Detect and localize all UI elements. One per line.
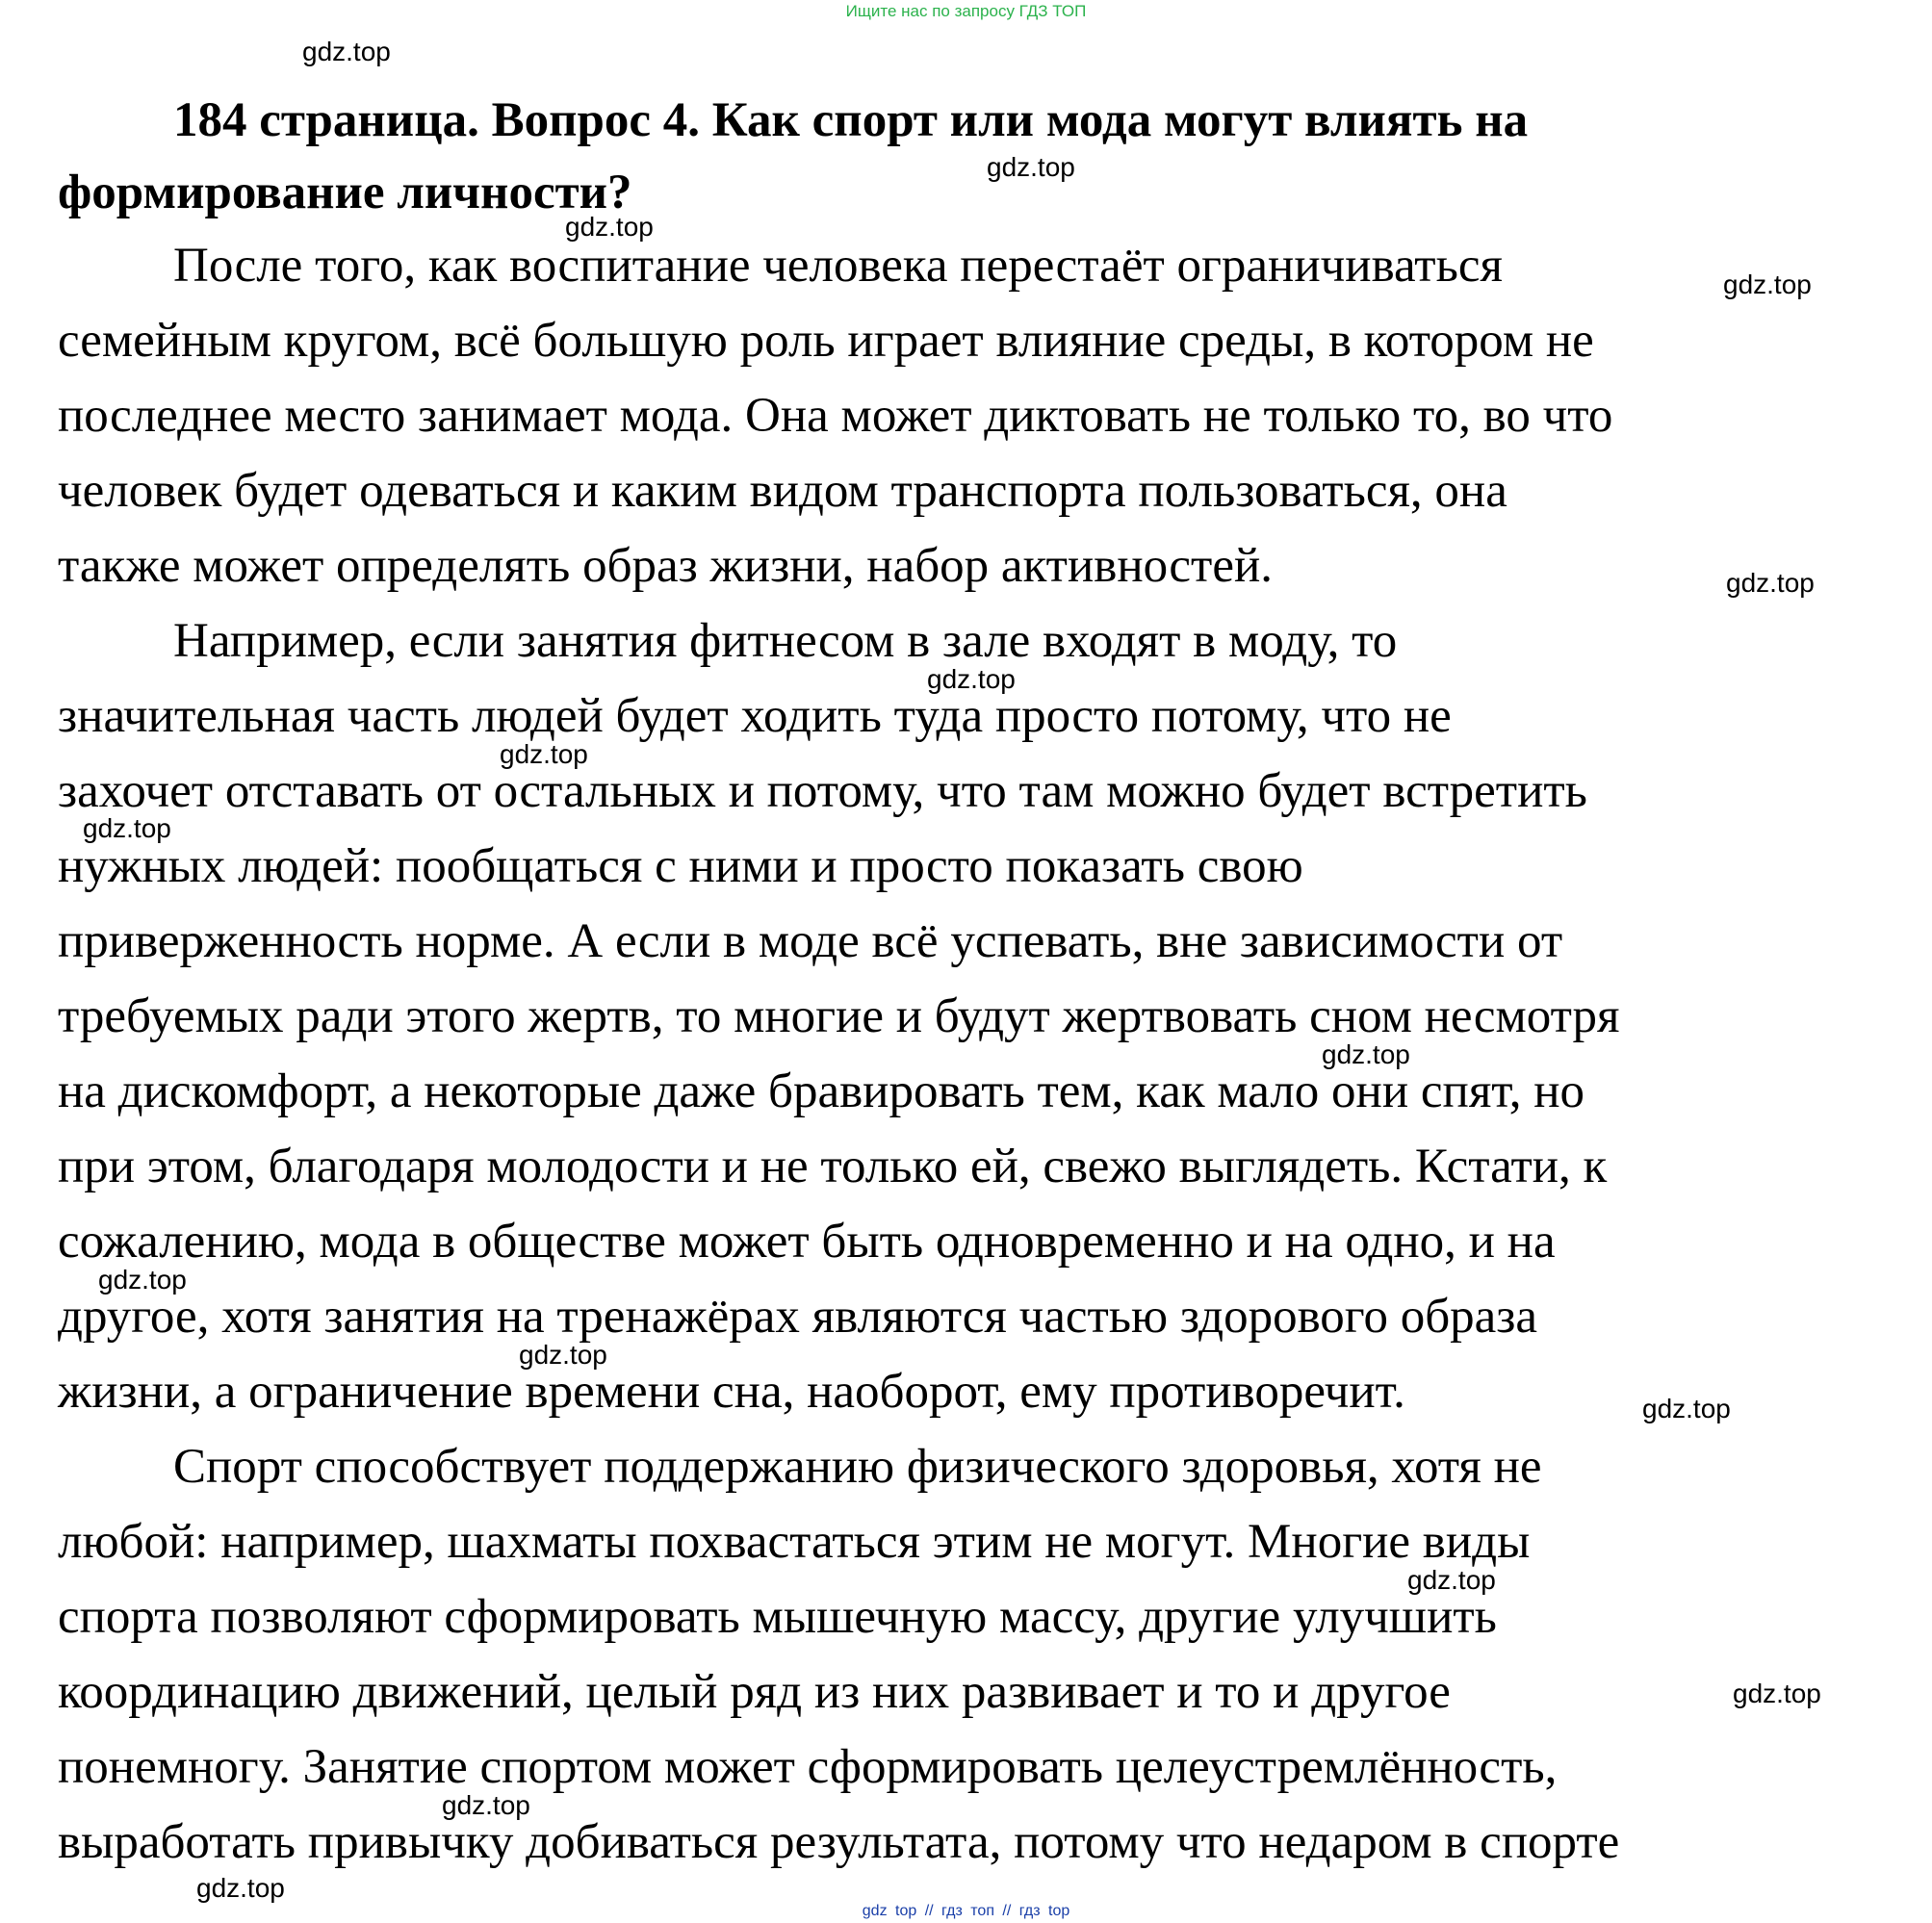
text-line: человек будет одеваться и каким видом транспорта пользоваться, она [58,464,1507,518]
watermark: gdz.top [98,1265,187,1295]
text-line: После того, как воспитание человека перестаёт ограничиваться [173,239,1503,293]
text-line: сожалению, мода в обществе может быть одновременно и на одно, и на [58,1215,1556,1269]
text-line: жизни, а ограничение времени сна, наоборот, ему противоречит. [58,1365,1405,1419]
watermark: gdz.top [519,1340,607,1370]
watermark: gdz.top [565,212,654,242]
watermark: gdz.top [987,152,1075,182]
watermark: gdz.top [927,664,1016,694]
text-line: координацию движений, целый ряд из них развивает и то и другое [58,1665,1451,1719]
text-line: захочет отставать от остальных и потому, что там можно будет встретить [58,764,1587,818]
text-line: нужных людей: пообщаться с ними и просто показать свою [58,839,1303,893]
text-line: требуемых ради этого жертв, то многие и будут жертвовать сном несмотря [58,989,1620,1043]
text-line: выработать привычку добиваться результата, потому что недаром в спорте [58,1815,1620,1869]
page-title [58,85,1887,229]
top-banner: Ищите нас по запросу ГДЗ ТОП [845,2,1087,20]
watermark: gdz.top [1642,1394,1731,1423]
text-line: при этом, благодаря молодости и не только ей, свежо выглядеть. Кстати, к [58,1140,1608,1193]
watermark: gdz.top [1322,1039,1410,1069]
watermark: gdz.top [1723,269,1812,299]
text-line: спорта позволяют сформировать мышечную массу, другие улучшить [58,1590,1497,1644]
page-title-line-2: формирование личности? [58,166,632,219]
text-line: понемногу. Занятие спортом может сформировать целеустремлённость, [58,1740,1558,1794]
text-line: также может определять образ жизни, набор активностей. [58,539,1274,593]
text-line: Например, если занятия фитнесом в зале входят в моду, то [173,614,1398,668]
text-line: семейным кругом, всё большую роль играет влияние среды, в котором не [58,314,1594,368]
watermark: gdz.top [83,813,171,843]
text-line: значительная часть людей будет ходить туда просто потому, что не [58,689,1452,743]
watermark: gdz.top [302,37,391,66]
watermark: gdz.top [1726,568,1815,598]
text-line: на дискомфорт, а некоторые даже бравировать тем, как мало они спят, но [58,1064,1585,1118]
watermark: gdz.top [196,1873,285,1903]
watermark: gdz.top [1733,1679,1821,1708]
page-title-line-1: 184 страница. Вопрос 4. Как спорт или мода могут влиять на [173,93,1529,147]
text-line: любой: например, шахматы похвастаться этим не могут. Многие виды [58,1515,1531,1569]
text-line: последнее место занимает мода. Она может диктовать не только то, во что [58,389,1613,443]
text-line: приверженность норме. А если в моде всё успевать, вне зависимости от [58,914,1563,968]
text-line: Спорт способствует поддержанию физического здоровья, хотя не [173,1440,1542,1494]
watermark: gdz.top [442,1790,530,1820]
watermark: gdz.top [500,739,588,769]
footer-watermark: gdz top // гдз топ // гдз top [862,1903,1070,1919]
text-line: другое, хотя занятия на тренажёрах являются частью здорового образа [58,1290,1538,1344]
watermark: gdz.top [1407,1565,1496,1595]
